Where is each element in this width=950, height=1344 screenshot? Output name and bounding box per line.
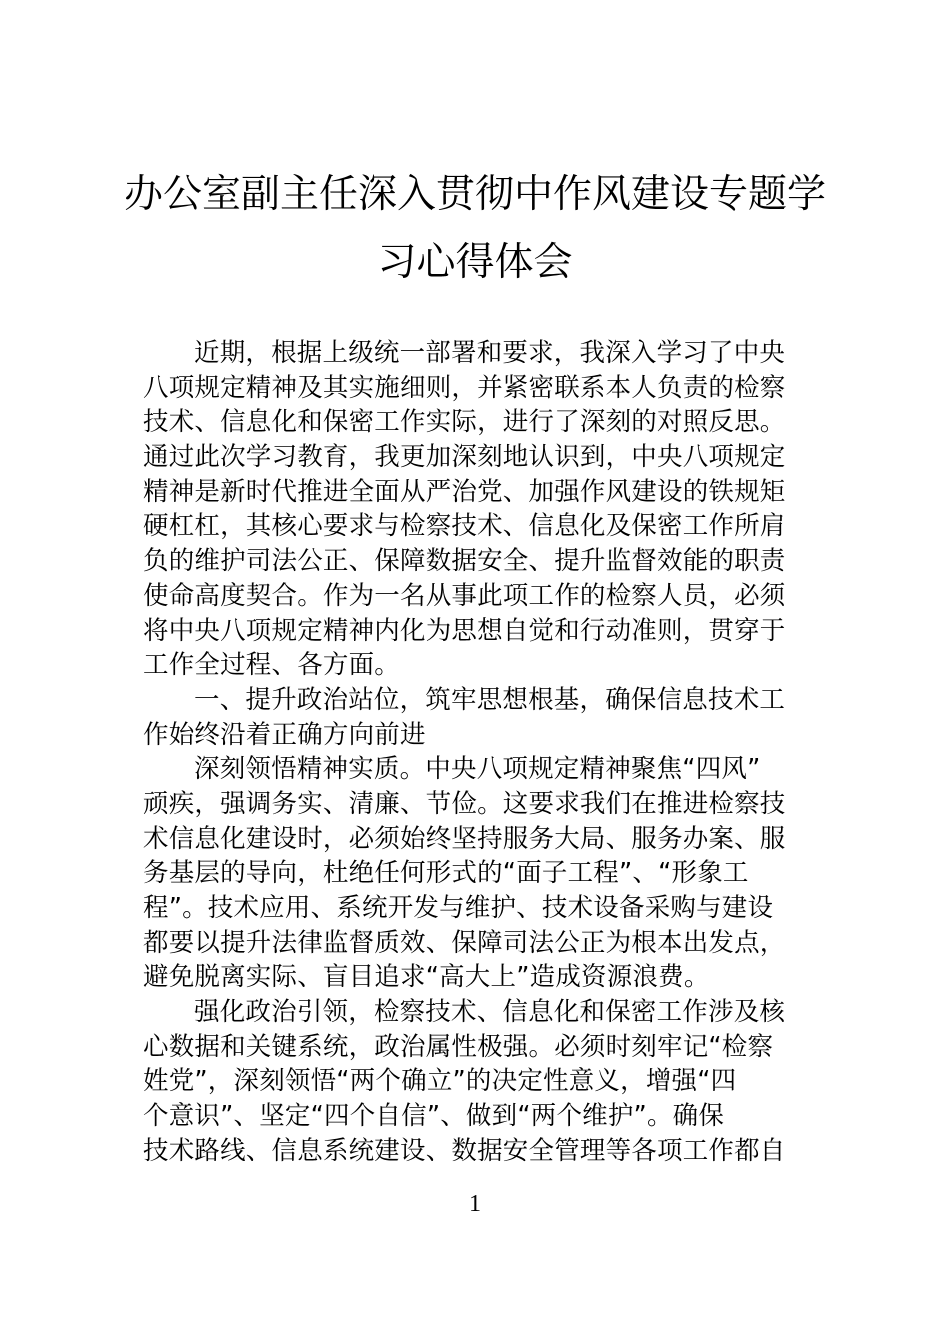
body-line: 都要以提升法律监督质效、保障司法公正为根本出发点，	[143, 927, 786, 958]
document-title-line-2: 习心得体会	[377, 240, 573, 285]
page-number: 1	[469, 1191, 481, 1217]
body-line: 避免脱离实际、盲目追求“高大上”造成资源浪费。	[143, 962, 710, 993]
body-line: 顽疾，强调务实、清廉、节俭。这要求我们在推进检察技	[143, 788, 786, 819]
body-line: 务基层的导向，杜绝任何形式的“面子工程”、“形象工	[143, 858, 749, 889]
section-heading-line: 作始终沿着正确方向前进	[143, 719, 426, 750]
body-line: 工作全过程、各方面。	[143, 650, 401, 681]
body-line: 负的维护司法公正、保障数据安全、提升监督效能的职责	[143, 546, 786, 577]
body-line: 强化政治引领，检察技术、信息化和保密工作涉及核	[194, 997, 786, 1028]
body-line: 技术路线、信息系统建设、数据安全管理等各项工作都自	[143, 1135, 786, 1166]
body-line: 精神是新时代推进全面从严治党、加强作风建设的铁规矩	[143, 476, 786, 507]
body-line: 近期，根据上级统一部署和要求，我深入学习了中央	[194, 338, 786, 368]
body-line: 姓党”，深刻领悟“两个确立”的决定性意义，增强“四	[143, 1066, 737, 1097]
body-line: 硬杠杠，其核心要求与检察技术、信息化及保密工作所肩	[143, 511, 786, 542]
body-line: 个意识”、坚定“四个自信”、做到“两个维护”。确保	[143, 1101, 725, 1132]
body-line: 深刻领悟精神实质。中央八项规定精神聚焦“四风”	[194, 754, 761, 785]
body-line: 通过此次学习教育，我更加深刻地认识到，中央八项规定	[143, 442, 786, 473]
body-line: 将中央八项规定精神内化为思想自觉和行动准则，贯穿于	[143, 615, 786, 646]
body-line: 术信息化建设时，必须始终坚持服务大局、服务办案、服	[143, 823, 786, 854]
body-line: 使命高度契合。作为一名从事此项工作的检察人员，必须	[143, 580, 786, 611]
document-title-line-1: 办公室副主任深入贯彻中作风建设专题学	[123, 172, 826, 217]
body-line: 心数据和关键系统，政治属性极强。必须时刻牢记“检察	[143, 1031, 774, 1062]
body-line: 技术、信息化和保密工作实际，进行了深刻的对照反思。	[143, 407, 786, 438]
document-body	[143, 336, 809, 1169]
body-line: 八项规定精神及其实施细则，并紧密联系本人负责的检察	[143, 372, 786, 403]
section-heading-line: 一、提升政治站位，筑牢思想根基，确保信息技术工	[194, 684, 786, 715]
body-line: 程”。技术应用、系统开发与维护、技术设备采购与建设	[143, 893, 774, 923]
